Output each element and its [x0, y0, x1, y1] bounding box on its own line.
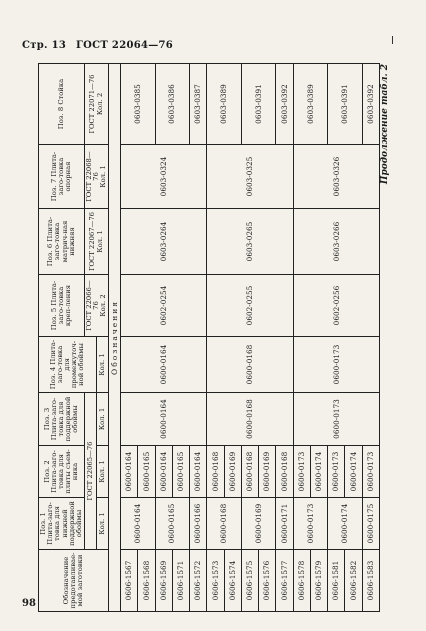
gost-22067: ГОСТ 22067—76 Кол. 1	[85, 209, 109, 275]
table-cell-c8: 0603-0385	[121, 64, 156, 145]
continuation-label: Продолжение табл. 2	[380, 64, 390, 185]
table-cell-c8: 0603-0391	[241, 64, 276, 145]
table-cell-c7: 0603-0324	[121, 145, 207, 209]
corner-tick	[392, 36, 393, 44]
page-number: 98	[22, 598, 36, 609]
col-pos4: Поз. 4 Плита-заго-товка для промежуточ-ной обоймы	[39, 337, 97, 393]
table-cell-c4: 0600-0164	[121, 337, 207, 393]
table-cell-c8: 0603-0389	[207, 64, 242, 145]
table-cell-c2: 0600-0174	[345, 446, 362, 498]
table-cell-c1: 0600-0175	[362, 498, 379, 550]
page-header	[22, 40, 179, 51]
col-pos8: Поз. 8 Стойка	[39, 64, 85, 145]
table-cell-c8: 0603-0386	[155, 64, 190, 145]
table-cell-c2: 0600-0165	[138, 446, 155, 498]
gost-22066: ГОСТ 22066—76 Кол. 2	[85, 275, 109, 337]
qty-pos2: Кол. 1	[97, 446, 109, 498]
table-cell-c2: 0600-0169	[259, 446, 276, 498]
col-pos6: Поз. 6 Плита-заго-товка матрич-ная нижняя	[39, 209, 85, 275]
table-cell-c0: 0606-1582	[345, 550, 362, 612]
qty-pos4: Кол. 1	[97, 337, 109, 393]
designation-row: Обозначения	[109, 64, 121, 612]
col-pos2: Поз. 2 Плита-заго-товка для плиты съем-ника	[39, 446, 85, 498]
table-cell-c2: 0600-0165	[172, 446, 189, 498]
col-pos3: Поз. 3 Плита-заго-товка для поддержной обоймы	[39, 393, 85, 446]
table-cell-c1: 0600-0173	[293, 498, 328, 550]
table-cell-c2: 0600-0168	[207, 446, 224, 498]
table-cell-c8: 0603-0391	[328, 64, 363, 145]
table-cell-c2: 0600-0164	[190, 446, 207, 498]
table-cell-c0: 0606-1573	[207, 550, 224, 612]
table-cell-c6: 0603-0264	[121, 209, 207, 275]
table-cell-c3: 0600-0168	[207, 393, 293, 446]
table-cell-c1: 0600-0169	[241, 498, 276, 550]
table-row	[121, 64, 138, 612]
qty-pos1: Кол. 1	[97, 498, 109, 550]
header-gost: ГОСТ 22064—76	[75, 40, 174, 51]
table-cell-c2: 0600-0164	[121, 446, 138, 498]
table-cell-c0: 0606-1574	[224, 550, 241, 612]
table-cell-c1: 0600-0166	[190, 498, 207, 550]
table-cell-c1: 0600-0171	[276, 498, 293, 550]
table-cell-c7: 0603-0325	[207, 145, 293, 209]
rotated-table	[38, 64, 380, 612]
table-cell-c2: 0600-0173	[362, 446, 379, 498]
table-cell-c1: 0600-0165	[155, 498, 190, 550]
col-pos5: Поз. 5 Плита-заго-товка креп-ления	[39, 275, 85, 337]
table-cell-c4: 0600-0168	[207, 337, 293, 393]
table-cell-c2: 0600-0169	[224, 446, 241, 498]
table-cell-c0: 0606-1579	[310, 550, 327, 612]
table-cell-c8: 0603-0392	[276, 64, 293, 145]
table-cell-c1: 0600-0168	[207, 498, 242, 550]
table-cell-c0: 0606-1578	[293, 550, 310, 612]
table-cell-c6: 0603-0266	[293, 209, 379, 275]
table-cell-c0: 0606-1581	[328, 550, 345, 612]
spec-table	[38, 63, 380, 612]
gost-22071: ГОСТ 22071—76 Кол. 2	[85, 64, 109, 145]
table-cell-c8: 0603-0389	[293, 64, 328, 145]
table-cell-c8: 0603-0387	[190, 64, 207, 145]
table-cell-c1: 0600-0164	[121, 498, 156, 550]
header-page: Стр. 13	[22, 40, 67, 51]
table-cell-c4: 0600-0173	[293, 337, 379, 393]
table-cell-c2: 0600-0164	[155, 446, 172, 498]
table-cell-c5: 0602-0255	[207, 275, 293, 337]
table-cell-c1: 0600-0174	[328, 498, 363, 550]
col-pos1: Поз. 1 Плита-заго-товка для нижней поддержной обоймы	[39, 498, 85, 550]
table-cell-c3: 0600-0173	[293, 393, 379, 446]
table-cell-c0: 0606-1571	[172, 550, 189, 612]
table-row	[293, 64, 310, 612]
table-cell-c0: 0606-1572	[190, 550, 207, 612]
table-cell-c3: 0600-0164	[121, 393, 207, 446]
col-pos7: Поз. 7 Плита-заго-товка опорная	[39, 145, 85, 209]
table-cell-c2: 0600-0168	[276, 446, 293, 498]
table-cell-c0: 0606-1576	[259, 550, 276, 612]
table-cell-c0: 0606-1567	[121, 550, 138, 612]
table-cell-c0: 0606-1568	[138, 550, 155, 612]
table-cell-c2: 0600-0168	[241, 446, 258, 498]
table-cell-c8: 0603-0392	[362, 64, 379, 145]
table-cell-c2: 0600-0173	[293, 446, 310, 498]
table-cell-c2: 0600-0173	[328, 446, 345, 498]
table-cell-c5: 0602-0254	[121, 275, 207, 337]
table-cell-c0: 0606-1583	[362, 550, 379, 612]
table-cell-c0: 0606-1575	[241, 550, 258, 612]
rotated-table-area	[38, 64, 426, 609]
table-cell-c0: 0606-1569	[155, 550, 172, 612]
gost-22065: ГОСТ 22065—76	[85, 393, 97, 550]
table-cell-c7: 0603-0326	[293, 145, 379, 209]
table-body	[121, 64, 380, 612]
table-cell-c6: 0603-0265	[207, 209, 293, 275]
gost-22068: ГОСТ 22068—76 Кол. 1	[85, 145, 109, 209]
col-blank-header: Обозначение предотавливае-мой заготовки	[39, 550, 109, 612]
table-cell-c2: 0600-0174	[310, 446, 327, 498]
table-row	[207, 64, 224, 612]
table-cell-c0: 0606-1577	[276, 550, 293, 612]
table-cell-c5: 0602-0256	[293, 275, 379, 337]
qty-pos3: Кол. 1	[97, 393, 109, 446]
